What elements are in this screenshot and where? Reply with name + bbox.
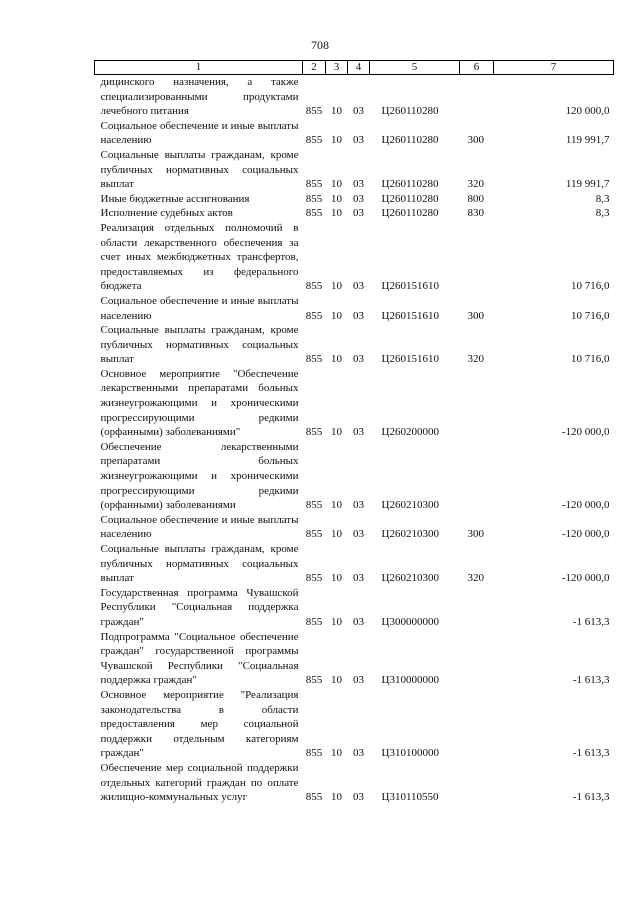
row-name-cell: Государственная программа Чувашской Республики "Социальная поддержка граждан" [100, 586, 299, 628]
row-section-cell: 10 [331, 426, 342, 439]
row-section-cell: 10 [331, 309, 342, 322]
row-section-cell: 10 [331, 747, 342, 760]
row-name-cell: Социальные выплаты гражданам, кроме публичных нормативных социальных выплат [100, 148, 299, 191]
row-amount-cell: -120 000,0 [561, 528, 610, 541]
row-subsection-cell: 03 [353, 134, 364, 147]
page-number: 708 [311, 38, 329, 52]
row-grbs-cell: 855 [305, 499, 323, 512]
row-target-article-cell: Ц300000000 [381, 615, 439, 628]
row-section-cell: 10 [331, 207, 342, 220]
row-section-cell: 10 [331, 572, 342, 585]
row-name-cell: Основное мероприятие "Обеспечение лекарственными препаратами больных жизнеугрожающими и хроническими прогрессирующими редкими (орфанными) заболеваниями" [100, 367, 299, 439]
row-grbs-cell: 855 [305, 178, 323, 191]
row-subsection-cell: 03 [353, 528, 364, 541]
row-amount-cell: 10 716,0 [571, 309, 610, 322]
row-name-cell: Социальное обеспечение и иные выплаты населению [100, 294, 299, 322]
row-grbs-cell: 855 [305, 572, 323, 585]
row-target-article-cell: Ц260110280 [381, 134, 439, 147]
row-expense-type-cell [460, 688, 494, 761]
row-target-article-cell: Ц260210300 [381, 499, 439, 512]
row-amount-cell: 119 991,7 [565, 178, 610, 191]
row-section-cell: 10 [331, 674, 342, 687]
row-section-cell: 10 [331, 134, 342, 147]
header-col-4: 4 [348, 61, 370, 75]
table-row [95, 586, 614, 630]
row-target-article-cell: Ц260151610 [381, 280, 439, 293]
table-row [95, 206, 614, 221]
row-section-cell: 10 [331, 280, 342, 293]
table-row [95, 323, 614, 367]
row-grbs-cell: 855 [305, 207, 323, 220]
table-row [95, 761, 614, 805]
row-subsection-cell: 03 [353, 499, 364, 512]
row-grbs-cell: 855 [305, 105, 323, 118]
row-expense-type-cell [460, 630, 494, 688]
header-col-7: 7 [494, 61, 614, 75]
row-name-cell: Реализация отдельных полномочий в области лекарственного обеспечения за счет иных межбюджетных трансфертов, предоставляемых из федерального бюджета [100, 221, 299, 293]
table-row [95, 542, 614, 586]
row-subsection-cell: 03 [353, 353, 364, 366]
row-name-cell: дицинского назначения, а также специализированными продуктами лечебного питания [100, 76, 299, 118]
table-body [95, 75, 614, 805]
row-target-article-cell: Ц310100000 [381, 747, 439, 760]
row-subsection-cell: 03 [353, 192, 364, 205]
row-name-cell: Социальные выплаты гражданам, кроме публичных нормативных социальных выплат [100, 543, 299, 585]
row-grbs-cell: 855 [305, 353, 323, 366]
row-expense-type-cell [460, 586, 494, 630]
row-subsection-cell: 03 [353, 280, 364, 293]
row-grbs-cell: 855 [305, 615, 323, 628]
row-amount-cell: 119 991,7 [565, 134, 610, 147]
row-grbs-cell: 855 [305, 280, 323, 293]
row-target-article-cell: Ц310000000 [381, 674, 439, 687]
row-name-cell: Социальное обеспечение и иные выплаты населению [100, 513, 299, 541]
row-target-article-cell: Ц260110280 [381, 178, 439, 191]
row-subsection-cell: 03 [353, 309, 364, 322]
row-expense-type-cell: 830 [467, 207, 484, 220]
row-target-article-cell: Ц260210300 [381, 528, 439, 541]
row-grbs-cell: 855 [305, 134, 323, 147]
row-amount-cell: 10 716,0 [571, 280, 610, 293]
row-amount-cell: 8,3 [595, 207, 610, 220]
row-section-cell: 10 [331, 192, 342, 205]
row-target-article-cell: Ц260210300 [381, 572, 439, 585]
row-amount-cell: -120 000,0 [561, 499, 610, 512]
table-header [95, 61, 614, 75]
row-name-cell: Подпрограмма "Социальное обеспечение граждан" государственной программы Чувашской Республики "Социальная поддержка граждан" [100, 630, 299, 687]
row-amount-cell: -1 613,3 [572, 674, 610, 687]
row-subsection-cell: 03 [353, 791, 364, 804]
row-subsection-cell: 03 [353, 572, 364, 585]
table-row [95, 440, 614, 513]
row-grbs-cell: 855 [305, 674, 323, 687]
row-target-article-cell: Ц260200000 [381, 426, 439, 439]
row-expense-type-cell: 320 [467, 572, 484, 585]
row-subsection-cell: 03 [353, 747, 364, 760]
row-target-article-cell: Ц260151610 [381, 353, 439, 366]
header-col-1: 1 [95, 61, 303, 75]
row-section-cell: 10 [331, 528, 342, 541]
row-expense-type-cell [460, 75, 494, 119]
row-target-article-cell: Ц260110280 [381, 192, 439, 205]
row-section-cell: 10 [331, 105, 342, 118]
row-section-cell: 10 [331, 499, 342, 512]
row-subsection-cell: 03 [353, 178, 364, 191]
table-row [95, 294, 614, 323]
budget-table [94, 60, 614, 805]
row-expense-type-cell: 320 [467, 178, 484, 191]
table-row [95, 367, 614, 440]
table-row [95, 513, 614, 542]
row-name-cell: Социальные выплаты гражданам, кроме публичных нормативных социальных выплат [100, 324, 299, 366]
row-section-cell: 10 [331, 615, 342, 628]
row-section-cell: 10 [331, 353, 342, 366]
table-row [95, 119, 614, 148]
table-row [95, 630, 614, 688]
row-amount-cell: 8,3 [595, 192, 610, 205]
table-row [95, 221, 614, 294]
row-expense-type-cell: 800 [467, 192, 484, 205]
row-grbs-cell: 855 [305, 309, 323, 322]
row-amount-cell: -1 613,3 [572, 747, 610, 760]
row-name-cell: Иные бюджетные ассигнования [100, 192, 250, 205]
row-name-cell: Социальное обеспечение и иные выплаты населению [100, 119, 299, 147]
row-amount-cell: -1 613,3 [572, 615, 610, 628]
table-row [95, 688, 614, 761]
row-grbs-cell: 855 [305, 747, 323, 760]
row-name-cell: Основное мероприятие "Реализация законодательства в области предоставления мер социальной поддержки отдельным категориям граждан" [100, 688, 299, 760]
row-amount-cell: -120 000,0 [561, 572, 610, 585]
row-grbs-cell: 855 [305, 791, 323, 804]
table-row [95, 148, 614, 192]
row-section-cell: 10 [331, 791, 342, 804]
row-target-article-cell: Ц310110550 [381, 791, 439, 804]
row-amount-cell: -1 613,3 [572, 791, 610, 804]
row-section-cell: 10 [331, 178, 342, 191]
row-expense-type-cell [460, 761, 494, 805]
row-target-article-cell: Ц260110280 [381, 207, 439, 220]
row-subsection-cell: 03 [353, 207, 364, 220]
row-grbs-cell: 855 [305, 426, 323, 439]
row-subsection-cell: 03 [353, 615, 364, 628]
row-target-article-cell: Ц260151610 [381, 309, 439, 322]
header-col-2: 2 [303, 61, 326, 75]
row-expense-type-cell: 300 [467, 134, 484, 147]
header-col-3: 3 [326, 61, 348, 75]
row-amount-cell: 10 716,0 [571, 353, 610, 366]
row-target-article-cell: Ц260110280 [381, 105, 439, 118]
table-row [95, 192, 614, 207]
row-grbs-cell: 855 [305, 192, 323, 205]
row-subsection-cell: 03 [353, 105, 364, 118]
row-expense-type-cell [460, 367, 494, 440]
row-expense-type-cell: 300 [467, 528, 484, 541]
row-subsection-cell: 03 [353, 426, 364, 439]
row-expense-type-cell: 320 [467, 353, 484, 366]
table-row [95, 75, 614, 119]
row-amount-cell: -120 000,0 [561, 426, 610, 439]
row-expense-type-cell [460, 440, 494, 513]
row-amount-cell: 120 000,0 [565, 105, 610, 118]
row-grbs-cell: 855 [305, 528, 323, 541]
row-subsection-cell: 03 [353, 674, 364, 687]
row-name-cell: Обеспечение мер социальной поддержки отдельных категорий граждан по оплате жилищно-коммунальных услуг [100, 761, 299, 804]
header-col-6: 6 [460, 61, 494, 75]
row-expense-type-cell [460, 221, 494, 294]
row-name-cell: Обеспечение лекарственными препаратами больных жизнеугрожающими и хроническими прогрессирующими редкими (орфанными) заболеваниями [100, 440, 299, 512]
header-col-5: 5 [370, 61, 460, 75]
row-expense-type-cell: 300 [467, 309, 484, 322]
row-name-cell: Исполнение судебных актов [100, 207, 233, 220]
